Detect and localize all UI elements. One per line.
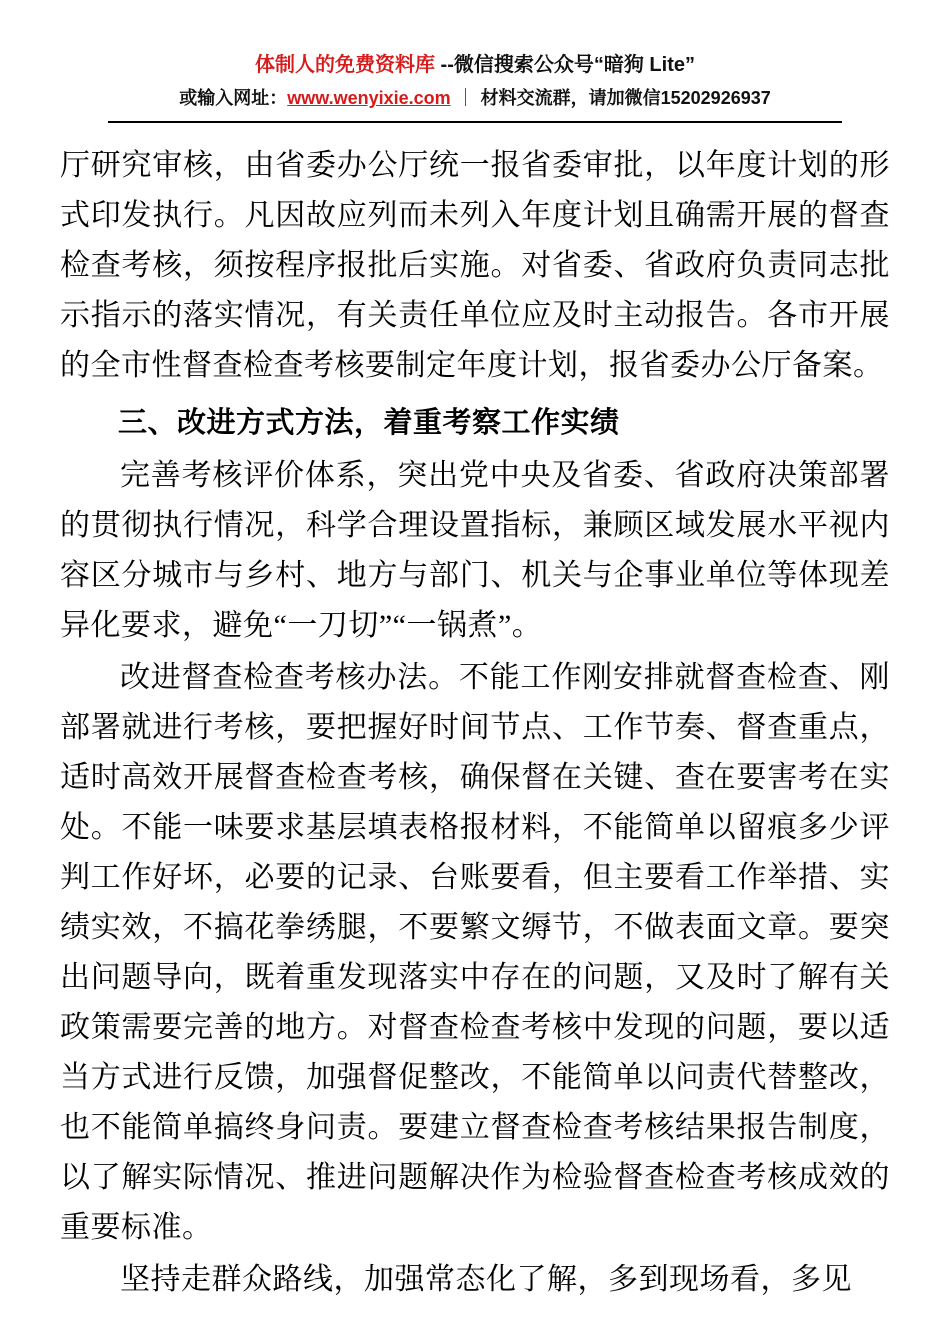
paragraph-mass-line: 坚持走群众路线，加强常态化了解，多到现场看，多见 xyxy=(120,1262,852,1296)
banner-wechat-info: 材料交流群，请加微信15202926937 xyxy=(480,88,771,108)
banner-website-link[interactable]: www.wenyixie.com xyxy=(287,88,451,108)
banner-separator: ｜ xyxy=(456,88,475,108)
document-body xyxy=(0,123,950,1305)
promo-banner xyxy=(0,0,950,123)
section-heading: 三、改进方式方法，着重考察工作实绩 xyxy=(118,406,620,439)
banner-headline xyxy=(60,50,890,80)
paragraph-evaluation-system: 完善考核评价体系，突出党中央及省委、省政府决策部署的贯彻执行情况，科学合理设置指标，兼顾区域发展水平视内容区分城市与乡村、地方与部门、机关与企事业单位等体现差异化要求，避免“一刀切”“一锅煮”。 xyxy=(60,458,890,642)
paragraph-improve-methods: 改进督查检查考核办法。不能工作刚安排就督查检查、刚部署就进行考核，要把握好时间节点、工作节奏、督查重点，适时高效开展督查检查考核，确保督在关键、查在要害考在实处。不能一味要求基层填表格报材料，不能简单以留痕多少评判工作好坏，必要的记录、台账要看，但主要看工作举措、实绩实效，不搞花拳绣腿，不要繁文缛节，不做表面文章。要突出问题导向，既着重发现落实中存在的问题，又及时了解有关政策需要完善的地方。对督查检查考核中发现的问题，要以适当方式进行反馈，加强督促整改，不能简单以问责代替整改，也不能简单搞终身问责。要建立督查检查考核结果报告制度，以了解实际情况、推进问题解决作为检验督查检查考核成效的重要标准。 xyxy=(60,660,890,1244)
banner-url-prefix: 或输入网址： xyxy=(179,88,288,108)
paragraph-continued: 厅研究审核，由省委办公厅统一报省委审批，以年度计划的形式印发执行。凡因故应列而未列入年度计划且确需开展的督查检查考核，须按程序报批后实施。对省委、省政府负责同志批示指示的落实情况，有关责任单位应及时主动报告。各市开展的全市性督查检查考核要制定年度计划，报省委办公厅备案。 xyxy=(60,148,890,382)
banner-subline xyxy=(60,84,890,113)
banner-headline-black: --微信搜索公众号“暗狗 Lite” xyxy=(435,54,695,76)
banner-headline-red: 体制人的免费资料库 xyxy=(255,54,435,76)
